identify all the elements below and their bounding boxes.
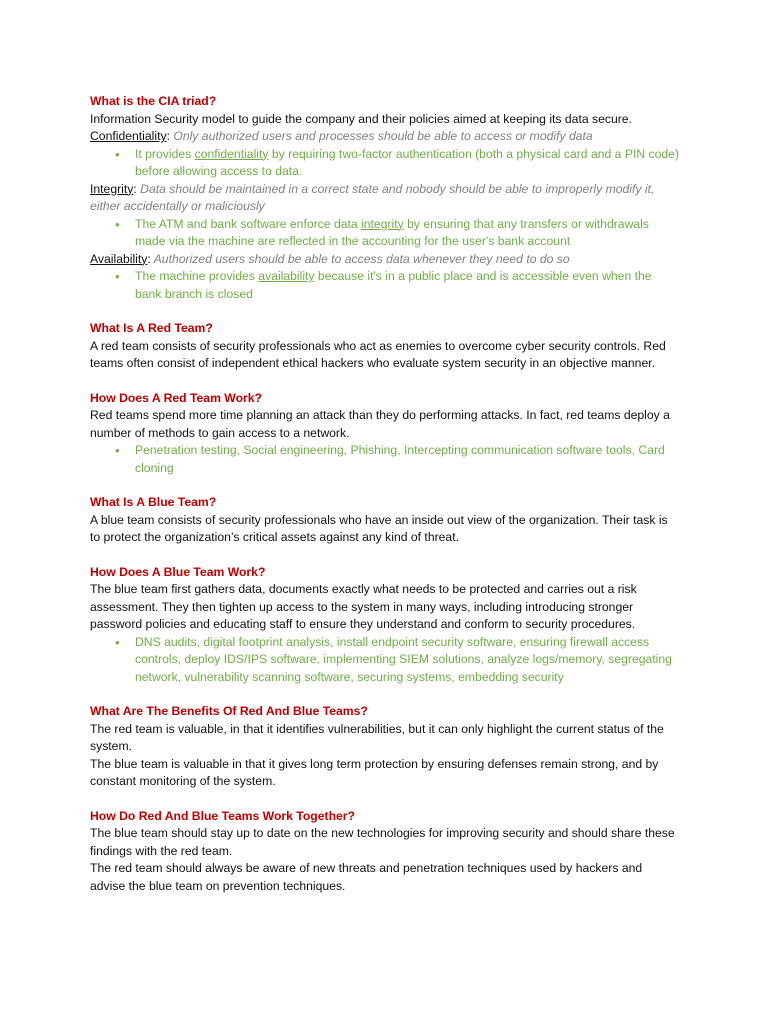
section-blue-team (90, 494, 680, 547)
availability-definition (90, 251, 680, 269)
integrity-definition (90, 181, 680, 216)
blue-team-work-text: The blue team first gathers data, documents exactly what needs to be protected and carries out a risk assessment. They then tighten up access to the system in many ways, including introducing stronger password policies and educating staff to ensure they understand and conform to security procedures. (90, 582, 637, 631)
benefits-blue-text: The blue team is valuable in that it gives long term protection by ensuring defenses remain strong, and by constant monitoring of the system. (90, 756, 659, 788)
blue-team-text: A blue team consists of security professionals who have an inside out view of the organization. Their task is to protect the organization’s critical assets against any kind of threat. (90, 512, 668, 544)
integrity-description: Data should be maintained in a correct state and nobody should be able to improperly modify it, either accidentally or maliciously (90, 181, 655, 213)
together-red-text: The red team should always be aware of new threats and penetration techniques used by hackers and advise the blue team on prevention techniques. (90, 861, 643, 893)
section-cia-triad (90, 93, 680, 303)
confidentiality-definition (90, 128, 680, 146)
benefits-red-text: The red team is valuable, in that it identifies vulnerabilities, but it can only highlight the current status of the system. (90, 721, 664, 753)
red-team-text: A red team consists of security professionals who act as enemies to overcome cyber security controls. Red teams often consist of independent ethical hackers who evaluate system security in an objective manner. (90, 338, 666, 370)
section-work-together (90, 808, 680, 896)
availability-bullet (135, 268, 680, 303)
heading-blue-team-work: How Does A Blue Team Work? (90, 564, 266, 579)
heading-work-together: How Do Red And Blue Teams Work Together? (90, 808, 355, 823)
section-benefits (90, 703, 680, 791)
cia-intro-text: Information Security model to guide the company and their policies aimed at keeping its data secure. (90, 111, 632, 126)
confidentiality-term: Confidentiality (90, 129, 167, 143)
section-red-team (90, 320, 680, 373)
heading-benefits: What Are The Benefits Of Red And Blue Teams? (90, 704, 368, 718)
availability-term: Availability (90, 251, 148, 266)
availability-bullet-pre: The machine provides (135, 269, 259, 283)
availability-bullet-list (90, 268, 680, 303)
integrity-bullet (135, 216, 680, 251)
confidentiality-bullet-list (90, 146, 680, 181)
together-blue-text: The blue team should stay up to date on the new technologies for improving security and should share these findings with the red team. (90, 826, 675, 858)
confidentiality-bullet-term: confidentiality (194, 146, 269, 161)
heading-red-team-work: How Does A Red Team Work? (90, 390, 263, 405)
integrity-bullet-term: integrity (361, 216, 404, 231)
section-red-team-work (90, 390, 680, 478)
confidentiality-colon: : (166, 129, 170, 143)
document-page (90, 93, 680, 912)
availability-bullet-term: availability (258, 269, 315, 283)
heading-cia-triad: What is the CIA triad? (90, 94, 217, 108)
heading-red-team: What Is A Red Team? (90, 321, 213, 335)
integrity-bullet-post: by ensuring that any transfers or withdrawals made via the machine are reflected in the accounting for the user's bank account (135, 216, 649, 248)
availability-colon: : (147, 251, 151, 266)
red-team-work-text: Red teams spend more time planning an attack than they do performing attacks. In fact, red teams deploy a number of methods to gain access to a network. (90, 408, 670, 440)
red-team-methods-list (90, 442, 680, 477)
integrity-colon: : (133, 181, 137, 196)
blue-team-methods-bullet: • DNS audits, digital footprint analysis, install endpoint security software, ensuring firewall access controls, deploy IDS/IPS software, implementing SIEM solutions, analyze logs/memory, segregating network, vulnerability scanning software, securing systems, embedding security (135, 634, 680, 687)
red-team-methods-bullet: • Penetration testing, Social engineering, Phishing, Intercepting communication software tools, Card cloning (135, 442, 680, 477)
confidentiality-bullet-post: by requiring two-factor authentication (both a physical card and a PIN code) before allowing access to data. (135, 146, 680, 178)
confidentiality-description: Only authorized users and processes should be able to access or modify data (169, 129, 593, 143)
integrity-term: Integrity (90, 181, 134, 196)
integrity-bullet-list (90, 216, 680, 251)
confidentiality-bullet-pre: It provides (135, 146, 195, 161)
integrity-bullet-pre: The ATM and bank software enforce data (135, 216, 362, 231)
availability-description: Authorized users should be able to access data whenever they need to do so (150, 251, 570, 266)
availability-bullet-post: because it's in a public place and is accessible even when the bank branch is closed (135, 269, 652, 301)
blue-team-methods-list (90, 634, 680, 687)
heading-blue-team: What Is A Blue Team? (90, 495, 217, 509)
confidentiality-bullet (135, 146, 680, 181)
section-blue-team-work (90, 564, 680, 687)
